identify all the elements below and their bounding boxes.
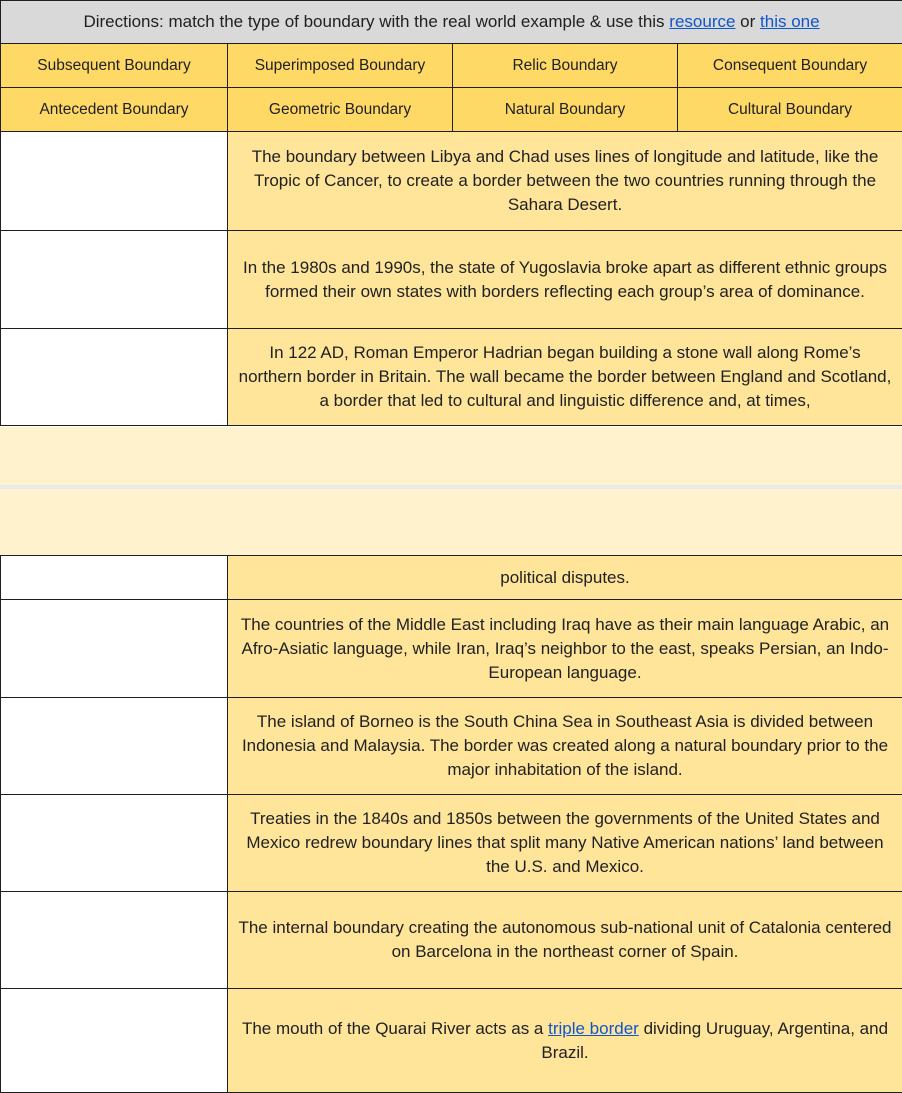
boundary-type-cell: Cultural Boundary (678, 88, 902, 132)
example-cell: Treaties in the 1840s and 1850s between the governments of the United States and Mexico redrew boundary lines that split many Native American nations’ land between the U.S. and Mexico. (228, 795, 902, 892)
answer-cell[interactable] (1, 989, 228, 1093)
page-bottom-margin (0, 427, 902, 485)
boundary-type-cell: Superimposed Boundary (228, 44, 453, 88)
answer-cell[interactable] (1, 132, 228, 231)
example-cell (228, 989, 902, 1093)
example-cell: political disputes. (228, 556, 902, 600)
triple-border-link[interactable]: triple border (548, 1019, 639, 1038)
example-row (1, 795, 902, 892)
answer-cell[interactable] (1, 556, 228, 600)
page-2-table-region (0, 555, 902, 1093)
example-row (1, 329, 902, 426)
page-1-table-region (0, 0, 902, 426)
boundary-worksheet-table-page-1 (0, 0, 902, 426)
example-row (1, 892, 902, 989)
example-row (1, 132, 902, 231)
example-cell: The boundary between Libya and Chad uses lines of longitude and latitude, like the Tropic of Cancer, to create a border between the two countries running through the Sahara Desert. (228, 132, 902, 231)
directions-text: Directions: match the type of boundary with the real world example & use this (83, 12, 664, 31)
example-cell: In the 1980s and 1990s, the state of Yugoslavia broke apart as different ethnic groups formed their own states with borders reflecting each group’s area of dominance. (228, 231, 902, 329)
example-row (1, 600, 902, 698)
example-cell: The countries of the Middle East including Iraq have as their main language Arabic, an Afro-Asiatic language, while Iran, Iraq’s neighbor to the east, speaks Persian, an Indo-European language. (228, 600, 902, 698)
boundary-types-row-2 (1, 88, 902, 132)
example-row (1, 989, 902, 1093)
example-text-after-link: dividing Uruguay, Argentina, and Brazil. (541, 1019, 888, 1062)
boundary-type-cell: Geometric Boundary (228, 88, 453, 132)
boundary-type-cell: Relic Boundary (453, 44, 678, 88)
answer-cell[interactable] (1, 698, 228, 795)
page-top-margin (0, 489, 902, 555)
resource-link[interactable]: resource (669, 12, 735, 31)
boundary-type-cell: Natural Boundary (453, 88, 678, 132)
example-text-before-link: The mouth of the Quarai River acts as a (242, 1019, 543, 1038)
answer-cell[interactable] (1, 231, 228, 329)
example-cell: The internal boundary creating the autonomous sub-national unit of Catalonia centered on Barcelona in the northeast corner of Spain. (228, 892, 902, 989)
answer-cell[interactable] (1, 600, 228, 698)
example-cell: The island of Borneo is the South China Sea in Southeast Asia is divided between Indonesia and Malaysia. The border was created along a natural boundary prior to the major inhabitation of the island. (228, 698, 902, 795)
boundary-type-cell: Antecedent Boundary (1, 88, 228, 132)
example-row (1, 231, 902, 329)
boundary-types-row-1 (1, 44, 902, 88)
directions-cell (1, 1, 902, 44)
answer-cell[interactable] (1, 892, 228, 989)
example-cell: In 122 AD, Roman Emperor Hadrian began building a stone wall along Rome’s northern border in Britain. The wall became the border between England and Scotland, a border that led to cultural and linguistic difference and, at times, (228, 329, 902, 426)
this-one-link[interactable]: this one (760, 12, 820, 31)
answer-cell[interactable] (1, 795, 228, 892)
answer-cell[interactable] (1, 329, 228, 426)
directions-or: or (740, 12, 755, 31)
boundary-type-cell: Consequent Boundary (678, 44, 902, 88)
boundary-worksheet-table-page-2 (0, 555, 902, 1093)
example-row (1, 556, 902, 600)
directions-row (1, 1, 902, 44)
example-row (1, 698, 902, 795)
boundary-type-cell: Subsequent Boundary (1, 44, 228, 88)
